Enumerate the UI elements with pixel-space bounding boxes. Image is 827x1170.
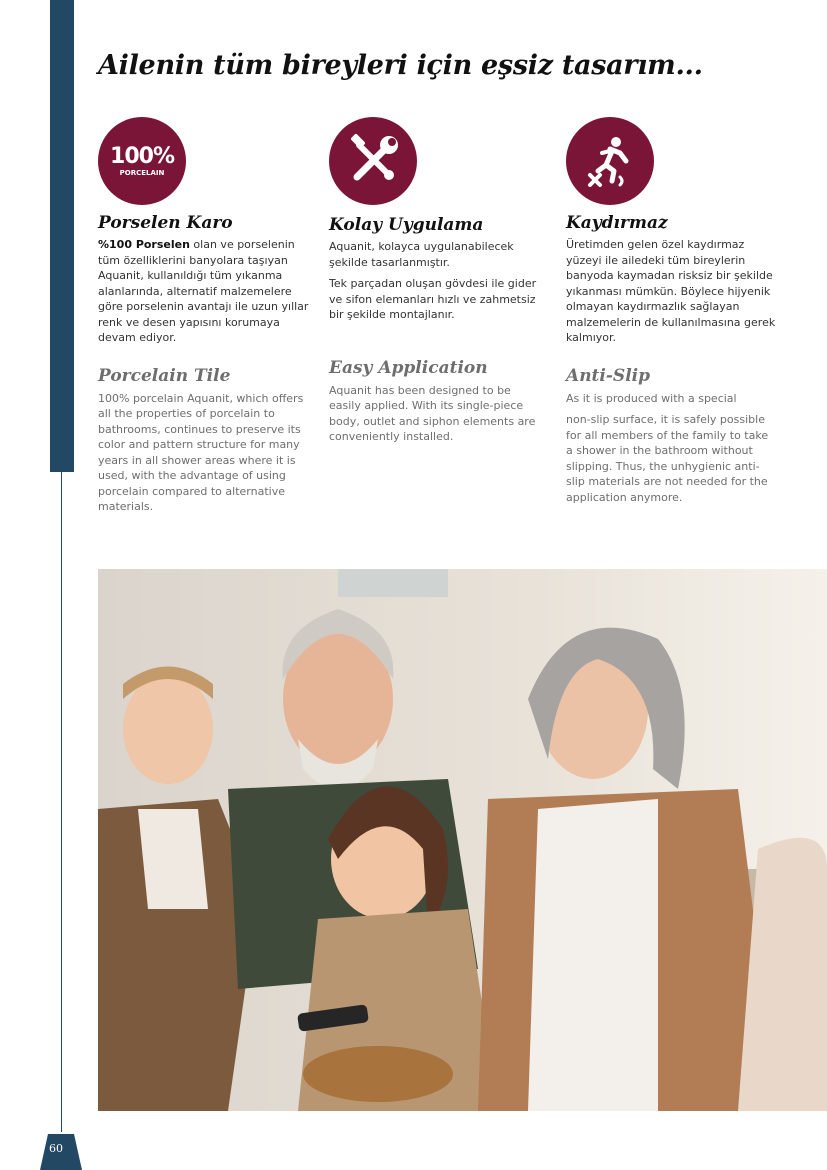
feature-title-en: Anti-Slip bbox=[566, 365, 650, 386]
feature-body-tr bbox=[98, 237, 310, 346]
feature-title-en: Easy Application bbox=[329, 357, 488, 378]
feature-body-en-1: As it is produced with a special bbox=[566, 391, 737, 405]
feature-body-tr-1: Aquanit, kolayca uygulanabilecek şekilde tasarlanmıştır. bbox=[329, 240, 514, 269]
anti-slip-icon bbox=[566, 117, 654, 205]
feature-easy-application bbox=[329, 117, 541, 445]
badge-porcelain-text: PORCELAIN bbox=[119, 168, 165, 177]
feature-anti-slip bbox=[566, 117, 778, 505]
feature-body-bold: %100 Porselen bbox=[98, 238, 190, 251]
feature-body-en: Aquanit has been designed to be easily applied. With its single-piece body, outlet and siphon elements are conveniently installed. bbox=[329, 383, 536, 443]
feature-body-en-2: non-slip surface, it is safely possible for all members of the family to take a shower in the bathroom without slipping. Thus, the unhygienic anti-slip materials are not needed for the application anymore. bbox=[566, 413, 769, 504]
feature-porcelain bbox=[98, 117, 310, 515]
tools-icon bbox=[329, 117, 417, 205]
feature-title-tr: Kolay Uygulama bbox=[329, 215, 484, 235]
family-photo bbox=[98, 569, 827, 1111]
feature-body-tr-2: Tek parçadan oluşan gövdesi ile gider ve sifon elemanları hızlı ve zahmetsiz bir şekilde montajlanır. bbox=[329, 277, 537, 321]
feature-title-en: Porcelain Tile bbox=[98, 365, 231, 386]
porcelain-100-badge-icon bbox=[98, 117, 186, 205]
sidebar-accent-bar bbox=[50, 0, 74, 472]
page-headline: Ailenin tüm bireyleri için eşsiz tasarım... bbox=[98, 50, 703, 81]
feature-body-en: 100% porcelain Aquanit, which offers all the properties of porcelain to bathrooms, continues to preserve its color and pattern structure for many years in all shower areas where it is used, with the advantage of using porcelain compared to alternative materials. bbox=[98, 391, 304, 513]
feature-title-tr: Porselen Karo bbox=[98, 213, 233, 233]
feature-body-tr: Üretimden gelen özel kaydırmaz yüzeyi ile ailedeki tüm bireylerin banyoda kaymadan risksiz bir şekilde yıkanması mümkün. Böylece hijyenik olmayan kaydırmazlık sağlayan malzemelerin de kullanılmasına gerek kalmıyor. bbox=[566, 238, 776, 344]
feature-title-tr: Kaydırmaz bbox=[566, 213, 668, 233]
sidebar-rule bbox=[61, 472, 62, 1132]
page-number: 60 bbox=[49, 1142, 63, 1155]
badge-percent-text: 100% bbox=[110, 143, 174, 169]
feature-body-rest: olan ve porselenin tüm özelliklerini banyolara taşıyan Aquanit, kullanıldığı tüm yıkanma alanlarında, alternatif malzemelere göre porselenin avantajı ile uzun yıllar renk ve desen yapısını korumaya devam ediyor. bbox=[98, 238, 309, 344]
